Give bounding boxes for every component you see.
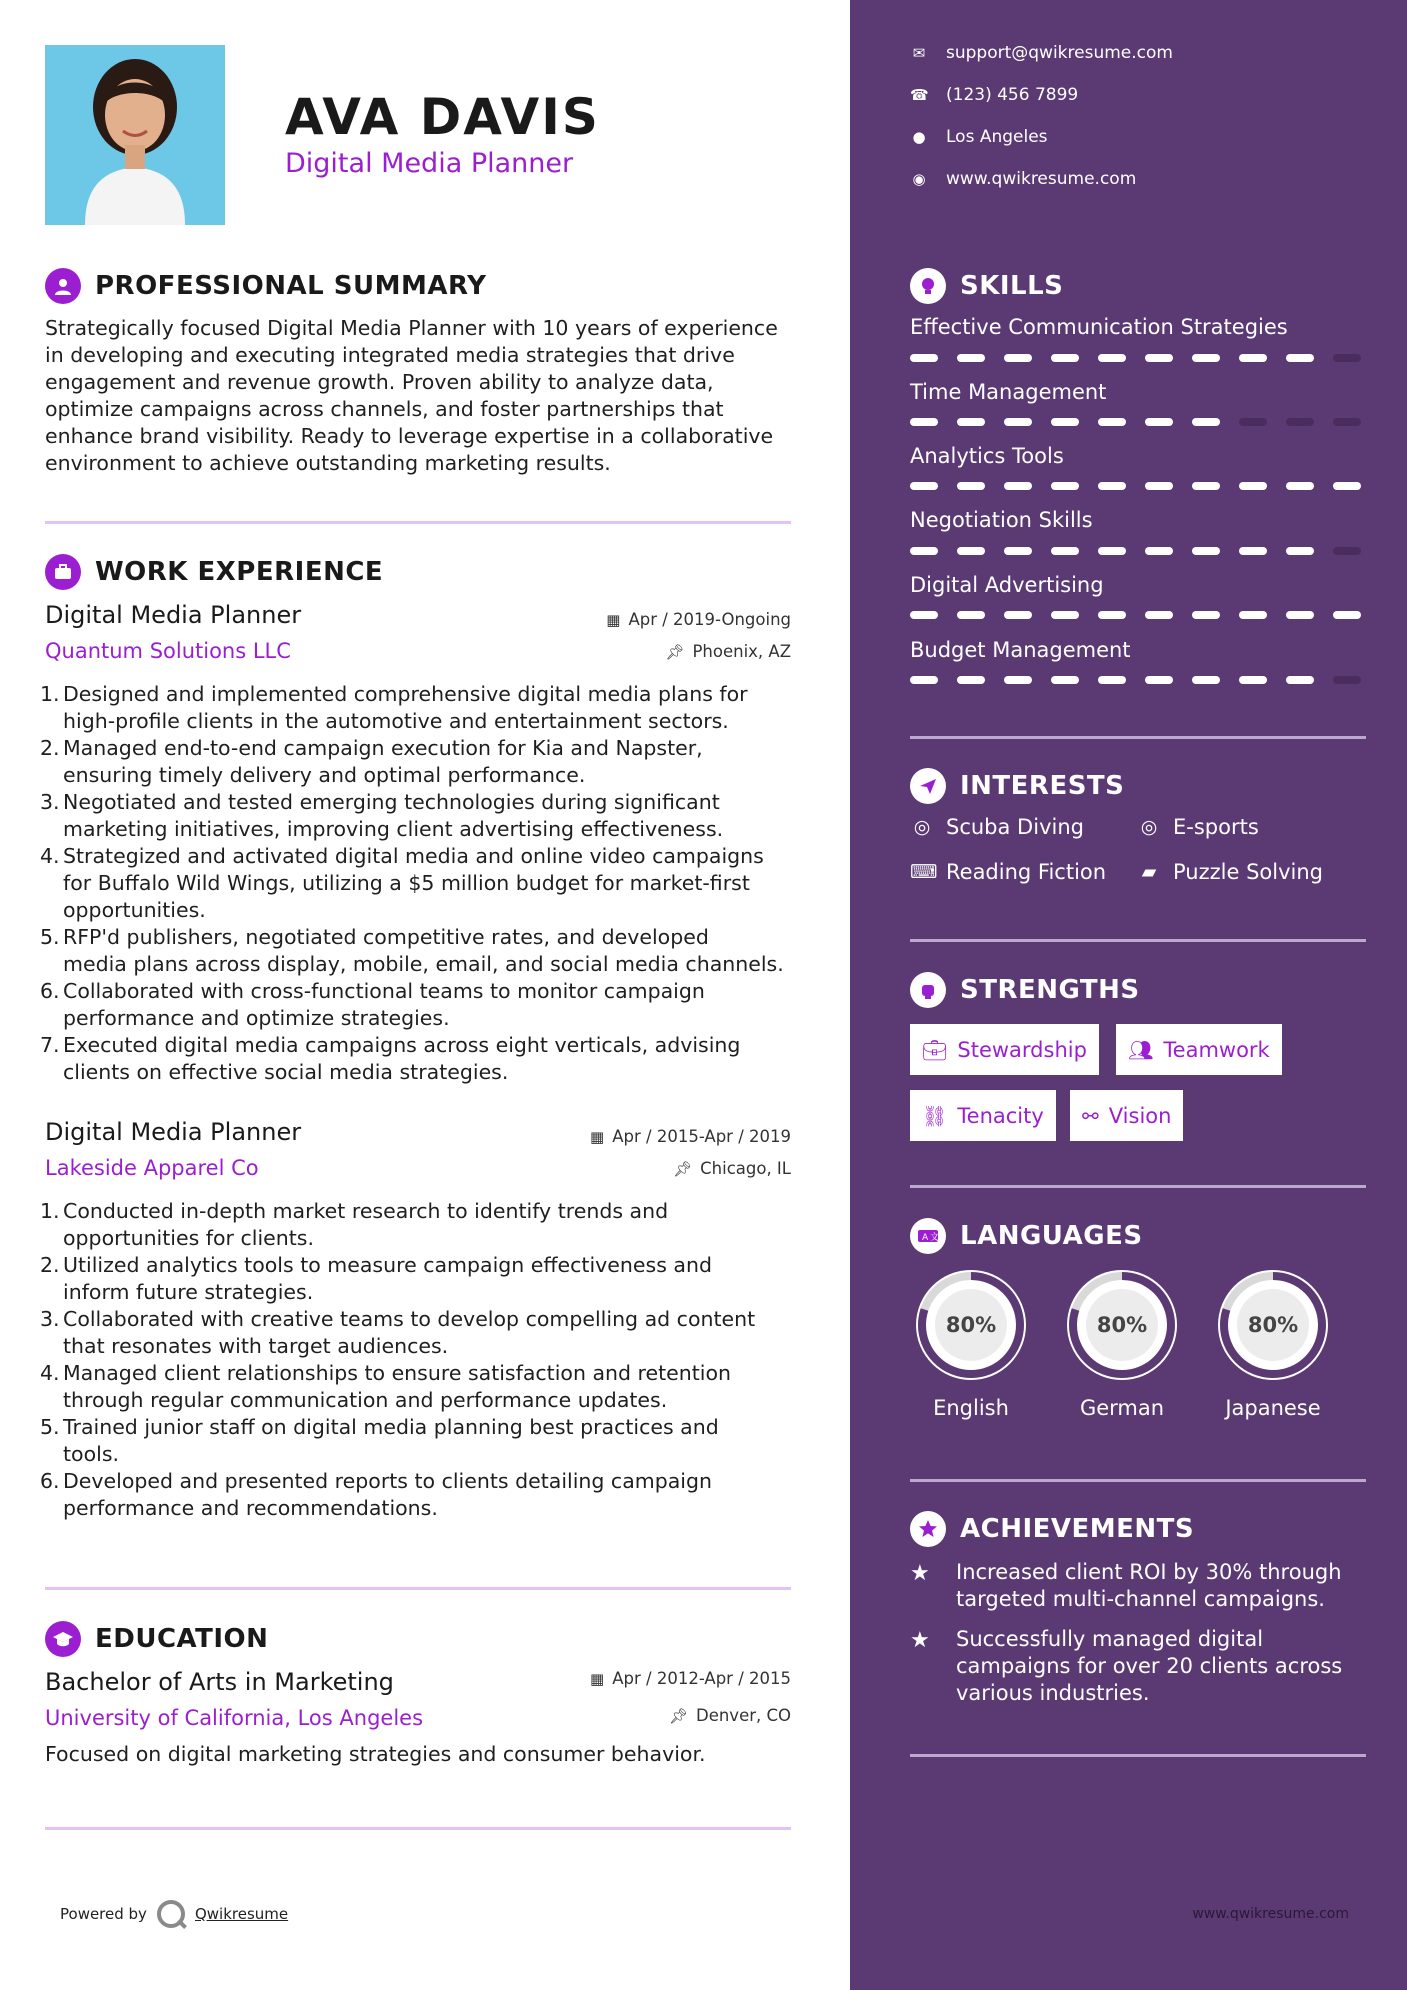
lifebuoy-icon: ◎ xyxy=(1140,816,1158,838)
interest-item xyxy=(910,860,1106,884)
education-description: Focused on digital marketing strategies and consumer behavior. xyxy=(45,1742,706,1766)
contact-email xyxy=(910,43,1173,63)
interest-item xyxy=(1137,815,1259,839)
skill-segment xyxy=(1192,676,1220,684)
strength-label: Tenacity xyxy=(957,1103,1044,1128)
achievements-heading xyxy=(910,1511,1194,1547)
section-divider xyxy=(45,1587,791,1590)
contact-website-text[interactable]: www.qwikresume.com xyxy=(946,169,1137,189)
skill-segment xyxy=(1286,354,1314,362)
skill-bar xyxy=(910,547,1366,555)
lightbulb-icon xyxy=(910,268,946,304)
graduation-cap-icon xyxy=(45,1621,81,1657)
fist-icon xyxy=(910,972,946,1008)
achievement-item xyxy=(910,1626,1366,1707)
list-item: inform future strategies. xyxy=(63,1280,314,1304)
job-location xyxy=(665,642,791,661)
achievement-line: targeted multi-channel campaigns. xyxy=(956,1587,1325,1611)
skill-bar xyxy=(910,354,1366,362)
list-item: 5. Trained junior staff on digital media planning best practices and xyxy=(40,1415,719,1439)
skill-segment xyxy=(1286,676,1314,684)
language-name: Japanese xyxy=(1225,1396,1321,1420)
translate-icon xyxy=(910,1218,946,1254)
interests-title: INTERESTS xyxy=(960,771,1125,801)
skill-segment xyxy=(1333,418,1361,426)
brand-link[interactable]: Qwikresume xyxy=(194,1905,289,1923)
skill-segment xyxy=(1145,611,1173,619)
list-item: performance and recommendations. xyxy=(63,1496,438,1520)
skill-segment xyxy=(1239,418,1267,426)
section-divider xyxy=(45,1827,791,1830)
skill-segment xyxy=(1004,547,1032,555)
job-location-text: Phoenix, AZ xyxy=(692,642,791,661)
skill-label: Negotiation Skills xyxy=(910,508,1093,532)
summary-text xyxy=(45,315,795,477)
languages-heading xyxy=(910,1218,1143,1254)
education-location xyxy=(669,1706,791,1725)
skill-segment xyxy=(1004,354,1032,362)
list-item: media plans across display, mobile, email, and social media channels. xyxy=(63,952,784,976)
job-company: Lakeside Apparel Co xyxy=(45,1156,259,1180)
sidebar-divider xyxy=(910,1479,1366,1482)
experience-title: WORK EXPERIENCE xyxy=(95,557,384,587)
skill-segment xyxy=(1051,354,1079,362)
skill-segment xyxy=(1098,354,1126,362)
list-item: clients on effective social media strategies. xyxy=(63,1060,509,1084)
skill-segment xyxy=(910,354,938,362)
list-item: 6. Developed and presented reports to clients detailing campaign xyxy=(40,1469,713,1493)
lifebuoy-icon: ◎ xyxy=(913,816,931,838)
strength-label: Stewardship xyxy=(957,1037,1087,1062)
interest-label: Reading Fiction xyxy=(946,860,1107,884)
globe-icon: ◉ xyxy=(912,170,926,188)
skill-label: Analytics Tools xyxy=(910,444,1064,468)
skill-segment xyxy=(957,611,985,619)
pin-icon: 📌︎ xyxy=(668,1706,688,1725)
skill-segment xyxy=(1145,482,1173,490)
calendar-icon: ▦ xyxy=(606,610,621,629)
skill-segment xyxy=(1192,354,1220,362)
svg-text:文: 文 xyxy=(930,1233,939,1243)
skill-segment xyxy=(910,482,938,490)
binoculars-icon: ⚯ xyxy=(1082,1103,1099,1128)
strength-label: Teamwork xyxy=(1163,1037,1270,1062)
language-item xyxy=(1061,1264,1183,1420)
skill-segment xyxy=(1286,547,1314,555)
achievement-text xyxy=(956,1626,1342,1707)
language-item xyxy=(1212,1264,1334,1420)
skill-bar xyxy=(910,482,1366,490)
strength-badge xyxy=(1070,1090,1183,1141)
list-item: 4. Managed client relationships to ensure satisfaction and retention xyxy=(40,1361,732,1385)
sidebar-divider xyxy=(910,1754,1366,1757)
skill-segment xyxy=(1239,611,1267,619)
experience-heading xyxy=(45,554,383,590)
skill-segment xyxy=(1004,418,1032,426)
skill-segment xyxy=(1145,418,1173,426)
contact-location xyxy=(910,127,1048,147)
svg-text:A: A xyxy=(922,1233,929,1243)
job-date xyxy=(590,1127,791,1146)
job-date-text: Apr / 2015-Apr / 2019 xyxy=(612,1127,791,1146)
map-marker-icon: ● xyxy=(912,128,926,146)
achievement-text xyxy=(956,1559,1342,1613)
job-company: Quantum Solutions LLC xyxy=(45,639,291,663)
interests-heading xyxy=(910,768,1124,804)
list-item: 3. Collaborated with creative teams to develop compelling ad content xyxy=(40,1307,756,1331)
degree: Bachelor of Arts in Marketing xyxy=(45,1668,394,1696)
list-item: 6. Collaborated with cross-functional teams to monitor campaign xyxy=(40,979,705,1003)
powered-by-label: Powered by xyxy=(60,1905,147,1923)
list-item: 4. Strategized and activated digital media and online video campaigns xyxy=(40,844,764,868)
job-location xyxy=(673,1159,791,1178)
achievement-item xyxy=(910,1559,1366,1613)
skill-segment xyxy=(1004,482,1032,490)
achievement-line: Increased client ROI by 30% through xyxy=(956,1560,1342,1584)
achievement-line: campaigns for over 20 clients across xyxy=(956,1654,1343,1678)
skill-segment xyxy=(1333,482,1361,490)
list-item: 5. RFP'd publishers, negotiated competitive rates, and developed xyxy=(40,925,709,949)
qwikresume-logo-icon xyxy=(157,1900,185,1928)
users-icon: 👥︎ xyxy=(1128,1037,1154,1062)
list-item: 2. Managed end-to-end campaign execution for Kia and Napster, xyxy=(40,736,703,760)
star-icon: ★ xyxy=(910,1628,930,1653)
interest-item xyxy=(1137,860,1323,884)
briefcase-icon: 💼︎ xyxy=(922,1037,948,1062)
strength-label: Vision xyxy=(1108,1103,1172,1128)
education-heading xyxy=(45,1621,268,1657)
strength-badge xyxy=(910,1024,1099,1075)
job-location-text: Chicago, IL xyxy=(700,1159,791,1178)
skill-label: Budget Management xyxy=(910,638,1131,662)
profile-photo xyxy=(45,45,225,225)
skill-segment xyxy=(1239,676,1267,684)
strengths-title: STRENGTHS xyxy=(960,975,1140,1005)
footer-site[interactable]: www.qwikresume.com xyxy=(1192,1906,1349,1922)
skill-segment xyxy=(1051,676,1079,684)
language-percent: 80% xyxy=(945,1313,997,1337)
skill-bar xyxy=(910,676,1366,684)
summary-line: in developing and executing integrated media strategies that drive xyxy=(45,343,735,367)
interest-label: Puzzle Solving xyxy=(1173,860,1323,884)
education-title: EDUCATION xyxy=(95,1624,269,1654)
language-item xyxy=(910,1264,1032,1420)
strength-badge xyxy=(1116,1024,1282,1075)
summary-line: optimize campaigns across channels, and foster partnerships that xyxy=(45,397,724,421)
skill-segment xyxy=(1239,354,1267,362)
user-icon xyxy=(45,268,81,304)
skill-segment xyxy=(1333,611,1361,619)
language-percent: 80% xyxy=(1096,1313,1148,1337)
interest-label: Scuba Diving xyxy=(946,815,1084,839)
list-item: tools. xyxy=(63,1442,120,1466)
list-item: opportunities for clients. xyxy=(63,1226,315,1250)
envelope-icon: ✉ xyxy=(912,44,926,62)
skill-segment xyxy=(1239,482,1267,490)
contact-phone-text: (123) 456 7899 xyxy=(946,85,1079,105)
job-title: Digital Media Planner xyxy=(45,1118,302,1146)
skill-segment xyxy=(1145,354,1173,362)
skill-label: Time Management xyxy=(910,380,1107,404)
job-date xyxy=(606,610,791,629)
skills-title: SKILLS xyxy=(960,271,1064,301)
contact-email-text[interactable]: support@qwikresume.com xyxy=(946,43,1173,63)
briefcase-icon xyxy=(45,554,81,590)
list-item: high-profile clients in the automotive and entertainment sectors. xyxy=(63,709,729,733)
link-icon: ⛓ xyxy=(922,1103,948,1128)
school: University of California, Los Angeles xyxy=(45,1706,424,1730)
list-item: 3. Negotiated and tested emerging technologies during significant xyxy=(40,790,720,814)
candidate-name: AVA DAVIS xyxy=(285,88,600,146)
skill-segment xyxy=(1051,482,1079,490)
skill-segment xyxy=(1145,676,1173,684)
phone-icon: ☎ xyxy=(910,86,929,104)
achievements-title: ACHIEVEMENTS xyxy=(960,1514,1195,1544)
skill-segment xyxy=(1333,676,1361,684)
job-title: Digital Media Planner xyxy=(45,601,302,629)
summary-title: PROFESSIONAL SUMMARY xyxy=(95,271,487,301)
list-item: 7. Executed digital media campaigns across eight verticals, advising xyxy=(40,1033,741,1057)
list-item: marketing initiatives, improving client advertising effectiveness. xyxy=(63,817,724,841)
skill-label: Digital Advertising xyxy=(910,573,1104,597)
list-item: 1. Designed and implemented comprehensive digital media plans for xyxy=(40,682,748,706)
skill-label: Effective Communication Strategies xyxy=(910,315,1288,339)
achievement-line: various industries. xyxy=(956,1681,1150,1705)
skills-heading xyxy=(910,268,1063,304)
powered-by xyxy=(60,1900,288,1928)
skill-segment xyxy=(910,676,938,684)
achievement-line: Successfully managed digital xyxy=(956,1627,1264,1651)
job-bullets xyxy=(40,681,800,1086)
calendar-icon: ▦ xyxy=(590,1669,605,1688)
skill-segment xyxy=(1286,482,1314,490)
interest-label: E-sports xyxy=(1173,815,1259,839)
skill-segment xyxy=(1098,611,1126,619)
skill-bar xyxy=(910,611,1366,619)
skill-segment xyxy=(1051,418,1079,426)
sidebar xyxy=(850,0,1407,1990)
skill-segment xyxy=(1098,482,1126,490)
skill-segment xyxy=(1286,418,1314,426)
job-bullets xyxy=(40,1198,800,1522)
summary-line: enhance brand visibility. Ready to leverage expertise in a collaborative xyxy=(45,424,774,448)
sidebar-divider xyxy=(910,1185,1366,1188)
education-date xyxy=(590,1669,791,1688)
list-item: through regular communication and performance updates. xyxy=(63,1388,668,1412)
section-divider xyxy=(45,521,791,524)
skill-segment xyxy=(957,482,985,490)
sidebar-divider xyxy=(910,939,1366,942)
list-item: opportunities. xyxy=(63,898,206,922)
skill-segment xyxy=(1145,547,1173,555)
skill-segment xyxy=(910,418,938,426)
strengths-heading xyxy=(910,972,1140,1008)
language-name: German xyxy=(1079,1396,1165,1420)
skill-segment xyxy=(1004,676,1032,684)
contact-location-text: Los Angeles xyxy=(946,127,1048,147)
sidebar-divider xyxy=(910,736,1366,739)
education-location-text: Denver, CO xyxy=(695,1706,791,1725)
skill-segment xyxy=(1098,547,1126,555)
star-icon: ★ xyxy=(910,1561,930,1586)
skill-segment xyxy=(1192,482,1220,490)
skill-segment xyxy=(910,547,938,555)
skill-segment xyxy=(957,547,985,555)
list-item: for Buffalo Wild Wings, utilizing a $5 million budget for market-first xyxy=(63,871,750,895)
skill-segment xyxy=(1239,547,1267,555)
interest-item xyxy=(910,815,1084,839)
list-item: that resonates with target audiences. xyxy=(63,1334,449,1358)
skill-segment xyxy=(1051,611,1079,619)
skill-segment xyxy=(957,676,985,684)
skill-segment xyxy=(1098,418,1126,426)
pin-icon: 📌︎ xyxy=(673,1159,693,1178)
skill-segment xyxy=(1051,547,1079,555)
summary-line: engagement and revenue growth. Proven ability to analyze data, xyxy=(45,370,714,394)
contact-website xyxy=(910,169,1136,189)
gamepad-icon: ⌨ xyxy=(910,861,938,883)
paper-plane-icon xyxy=(910,768,946,804)
skill-segment xyxy=(957,418,985,426)
calendar-icon: ▦ xyxy=(590,1127,605,1146)
skill-segment xyxy=(910,611,938,619)
summary-line: environment to achieve outstanding marketing results. xyxy=(45,451,611,475)
list-item: ensuring timely delivery and optimal performance. xyxy=(63,763,586,787)
skill-segment xyxy=(957,354,985,362)
summary-line: Strategically focused Digital Media Planner with 10 years of experience xyxy=(45,316,778,340)
languages-title: LANGUAGES xyxy=(960,1221,1143,1251)
skill-segment xyxy=(1192,611,1220,619)
skill-segment xyxy=(1098,676,1126,684)
skill-segment xyxy=(1333,547,1361,555)
strength-badge xyxy=(910,1090,1056,1141)
star-icon xyxy=(910,1511,946,1547)
skill-segment xyxy=(1004,611,1032,619)
language-percent: 80% xyxy=(1247,1313,1299,1337)
skill-bar xyxy=(910,418,1366,426)
candidate-role: Digital Media Planner xyxy=(285,148,574,179)
education-date-text: Apr / 2012-Apr / 2015 xyxy=(612,1669,791,1688)
list-item: performance and optimize strategies. xyxy=(63,1006,450,1030)
pin-icon: 📌︎ xyxy=(665,642,685,661)
language-name: English xyxy=(933,1396,1009,1420)
skill-segment xyxy=(1333,354,1361,362)
list-item: 2. Utilized analytics tools to measure campaign effectiveness and xyxy=(40,1253,712,1277)
skill-segment xyxy=(1192,418,1220,426)
summary-heading xyxy=(45,268,486,304)
list-item: 1. Conducted in-depth market research to identify trends and xyxy=(40,1199,669,1223)
book-icon: ▰ xyxy=(1141,861,1157,883)
job-date-text: Apr / 2019-Ongoing xyxy=(628,610,791,629)
contact-phone xyxy=(910,85,1078,105)
skill-segment xyxy=(1286,611,1314,619)
skill-segment xyxy=(1192,547,1220,555)
